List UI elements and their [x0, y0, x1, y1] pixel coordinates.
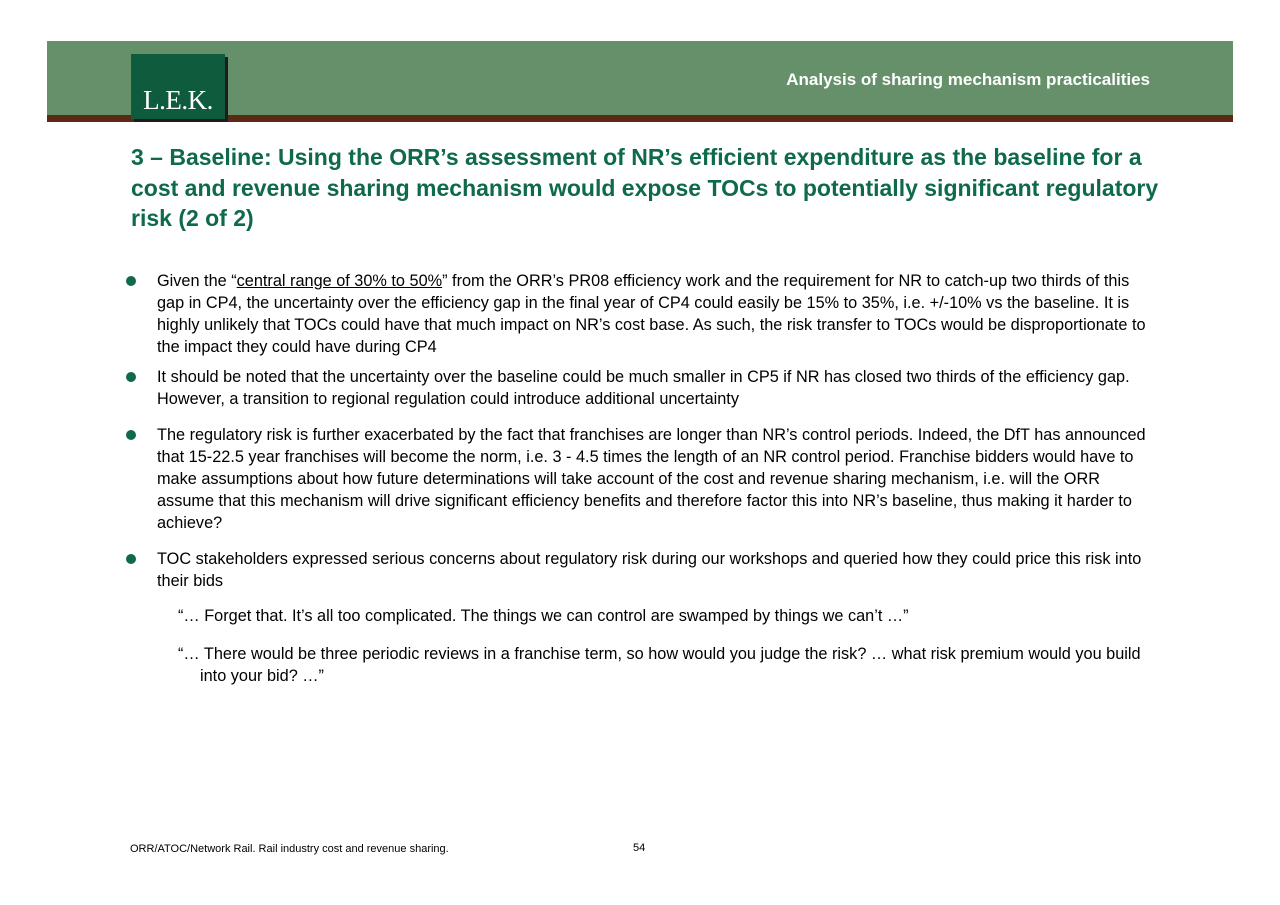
stakeholder-quote: “… Forget that. It’s all too complicated. The things we can control are swamped by things we can’t …” [178, 607, 909, 625]
lek-logo [131, 54, 225, 119]
bullet-text-suffix: ” from the ORR’s PR08 efficiency work and the requirement for NR to catch-up two thirds of this gap in CP4, the uncertainty over the efficiency gap in the final year of CP4 could easily be 15% to 35%, i.e. +/-10% vs the baseline. It is highly unlikely that TOCs could have that much impact on NR’s cost base. As such, the risk transfer to TOCs would be disproportionate to the impact they could have during CP4 [157, 272, 1146, 356]
logo-text: L.E.K. [143, 85, 213, 115]
bullet-icon [126, 276, 136, 286]
bullet-text: The regulatory risk is further exacerbated by the fact that franchises are longer than NR’s control periods. Indeed, the DfT has announced that 15-22.5 year franchises will become the norm, i.e. 3 - 4.5 times the length of an NR control period. Franchise bidders would have to make assumptions about how future determinations will take account of the cost and revenue sharing mechanism, i.e. will the ORR assume that this mechanism will drive significant efficiency benefits and therefore factor this into NR’s baseline, thus making it harder to achieve? [157, 426, 1146, 532]
page-number: 54 [633, 842, 646, 854]
bullet-item [122, 548, 1152, 592]
bullet-item [122, 366, 1152, 410]
footer-source: ORR/ATOC/Network Rail. Rail industry cost and revenue sharing. [130, 843, 449, 855]
bullet-text-prefix: Given the “ [157, 272, 237, 290]
bullet-item [122, 270, 1152, 358]
bullet-list [122, 270, 1152, 592]
stakeholder-quote: “… There would be three periodic reviews in a franchise term, so how would you judge the risk? … what risk premium would you build into your bid? …” [178, 645, 1141, 685]
bullet-icon [126, 430, 136, 440]
bullet-icon [126, 554, 136, 564]
bullet-item [122, 424, 1152, 534]
section-title: Analysis of sharing mechanism practicalities [786, 70, 1150, 89]
bullet-icon [126, 372, 136, 382]
slide-title: 3 – Baseline: Using the ORR’s assessment of NR’s efficient expenditure as the baseline for a cost and revenue sharing mechanism would expose TOCs to potentially significant regulatory risk (2 of 2) [131, 144, 1159, 231]
bullet-text: It should be noted that the uncertainty over the baseline could be much smaller in CP5 if NR has closed two thirds of the efficiency gap. However, a transition to regional regulation could introduce additional uncertainty [157, 368, 1130, 408]
underlined-phrase: central range of 30% to 50% [236, 272, 443, 290]
bullet-text: TOC stakeholders expressed serious concerns about regulatory risk during our workshops and queried how they could price this risk into their bids [157, 550, 1142, 590]
